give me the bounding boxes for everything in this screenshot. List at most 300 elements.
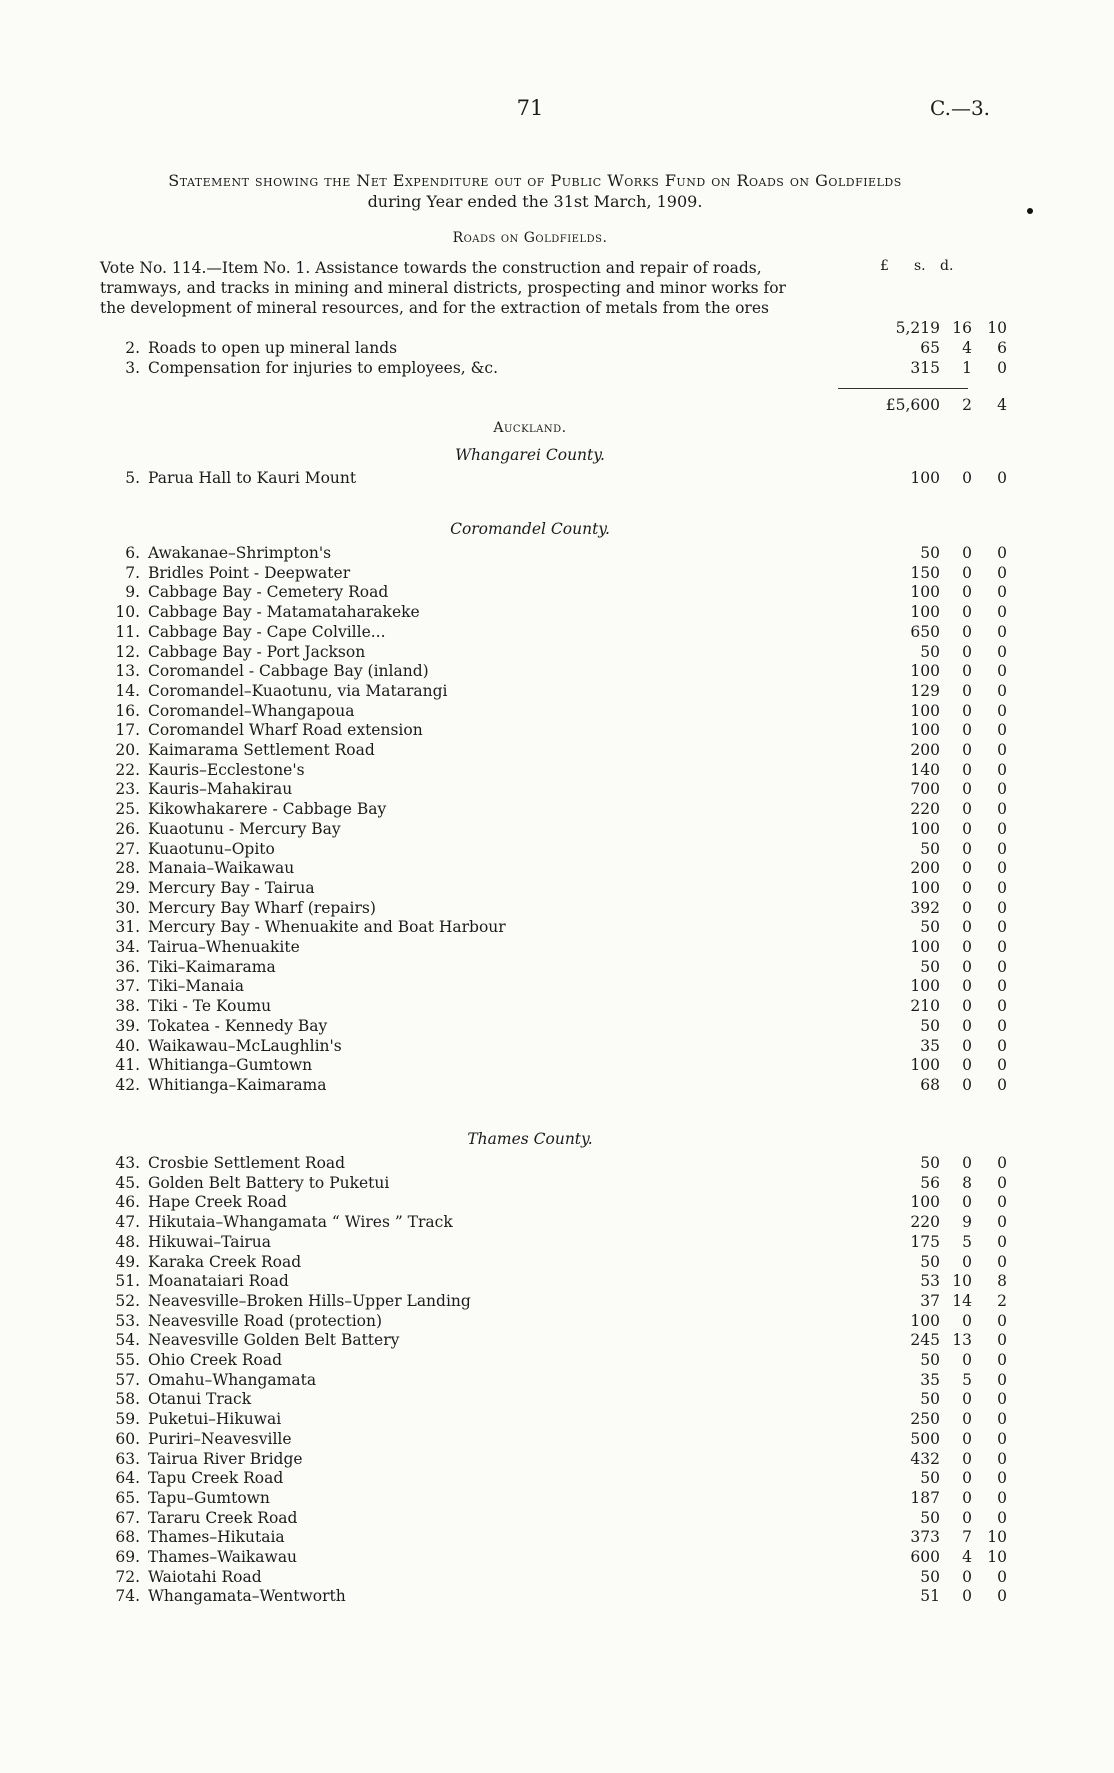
item-number: 64.: [115, 1469, 140, 1488]
amount-pounds: 100: [910, 603, 940, 622]
amount-shillings: 0: [962, 1016, 972, 1035]
item-number: 60.: [115, 1429, 140, 1448]
item-number: 16.: [115, 701, 140, 720]
amount-pence: 0: [997, 1567, 1007, 1586]
table-row: [100, 799, 1007, 819]
amount-shillings: 0: [962, 1567, 972, 1586]
amount-shillings: 0: [962, 997, 972, 1016]
item-name: Parua Hall to Kauri Mount: [148, 469, 357, 487]
pounds-header: £: [880, 258, 889, 274]
amount-pounds: 100: [910, 878, 940, 897]
item-number: 39.: [115, 1016, 140, 1035]
amount-pence: 8: [997, 1272, 1007, 1291]
amount-shillings: 0: [962, 1351, 972, 1369]
amount-pence: 0: [997, 603, 1007, 622]
amount-shillings: 0: [962, 622, 972, 641]
item-name: Bridles Point - Deepwater: [148, 563, 351, 582]
amount-pence: 0: [997, 1036, 1007, 1055]
item-number: 51.: [115, 1272, 140, 1291]
table-row: [100, 642, 1007, 662]
amount-shillings: 0: [962, 1429, 972, 1448]
amount-pence: 0: [997, 681, 1007, 700]
item-number: 69.: [115, 1548, 140, 1566]
title-line-2: during Year ended the 31st March, 1909.: [367, 192, 703, 211]
item-name: Tapu Creek Road: [148, 1469, 284, 1488]
amount-pounds: 5,219: [895, 319, 940, 337]
item-name: Cabbage Bay - Cemetery Road: [148, 583, 389, 602]
table-row: [100, 1173, 1007, 1193]
amount-shillings: 0: [962, 583, 972, 602]
amount-pounds: 50: [920, 918, 940, 937]
amount-pounds: 250: [910, 1410, 940, 1429]
amount-shillings: 0: [962, 563, 972, 582]
table-row: [100, 701, 1007, 721]
page-number: 71: [516, 96, 544, 120]
amount-pence: 0: [997, 760, 1007, 779]
table-row: [100, 1429, 1007, 1449]
item-name: Roads to open up mineral lands: [148, 339, 398, 357]
vote-item-1: [100, 258, 960, 318]
item-number: 36.: [115, 957, 140, 976]
item-name: Coromandel - Cabbage Bay (inland): [148, 662, 429, 681]
table-row: [100, 996, 1007, 1016]
table-row: [100, 1370, 1007, 1390]
amount-pounds: 50: [920, 957, 940, 976]
table-row: [100, 543, 1007, 563]
amount-shillings: 0: [962, 1075, 972, 1094]
table-row: [100, 582, 1007, 602]
item-number: 20.: [115, 741, 140, 759]
item-number: 17.: [115, 721, 140, 740]
amount-pounds: 100: [910, 1193, 940, 1212]
amount-shillings: 0: [962, 1311, 972, 1330]
amount-pence: 0: [997, 800, 1007, 819]
item-name: Tararu Creek Road: [148, 1508, 298, 1527]
item-name: Otanui Track: [148, 1390, 252, 1409]
item-name: Kauris–Ecclestone's: [148, 760, 305, 779]
amount-shillings: 0: [962, 1410, 972, 1429]
amount-pence: 0: [997, 918, 1007, 937]
amount-shillings: 4: [962, 1548, 972, 1566]
amount-shillings: 0: [962, 1488, 972, 1507]
item-name: Thames–Waikawau: [148, 1548, 298, 1566]
amount-pounds: 140: [910, 760, 940, 779]
item-number: 37.: [115, 977, 140, 996]
item-name: Cabbage Bay - Cape Colville...: [148, 622, 386, 641]
amount-pence: 6: [997, 339, 1007, 357]
item-name: Tiki–Manaia: [148, 977, 244, 996]
document-code: C.—3.: [930, 96, 991, 120]
amount-pounds: 51: [920, 1587, 940, 1606]
amount-pounds: 37: [920, 1291, 940, 1310]
amount-pence: 0: [997, 1016, 1007, 1035]
amount-pounds: 50: [920, 1016, 940, 1035]
item-name: Golden Belt Battery to Puketui: [148, 1173, 390, 1192]
amount-pence: 0: [997, 1370, 1007, 1389]
amount-pounds: 68: [920, 1075, 940, 1094]
item-name: Hikutaia–Whangamata “ Wires ” Track: [148, 1213, 453, 1232]
item-number: 9.: [125, 583, 140, 602]
shillings-header: s.: [914, 258, 926, 274]
item-name: Hape Creek Road: [148, 1193, 287, 1212]
item-number: 41.: [115, 1056, 140, 1075]
item-number: 48.: [115, 1232, 140, 1251]
amount-pounds: 175: [910, 1232, 940, 1251]
amount-pounds: 100: [910, 721, 940, 740]
amount-shillings: 0: [962, 938, 972, 956]
item-number: 13.: [115, 662, 140, 681]
amount-pence: 0: [997, 1232, 1007, 1251]
item-name: Puriri–Neavesville: [148, 1429, 292, 1448]
title-line-1: Statement showing the Net Expenditure out of Public Works Fund on Roads on Goldfields: [168, 171, 902, 190]
amount-pence: 0: [997, 622, 1007, 641]
pence-header: d.: [940, 258, 954, 274]
item-number: 12.: [115, 642, 140, 661]
table-row: [100, 898, 1007, 918]
item-name: Hikuwai–Tairua: [148, 1232, 272, 1251]
item-number: 7.: [125, 563, 140, 582]
item-number: 14.: [115, 681, 140, 700]
amount-pounds: 187: [910, 1488, 940, 1507]
amount-shillings: 0: [962, 1154, 972, 1172]
item-name: Whangamata–Wentworth: [148, 1587, 346, 1606]
amount-pence: 0: [997, 1213, 1007, 1232]
table-row: [100, 1153, 1007, 1173]
item-number: 53.: [115, 1311, 140, 1330]
amount-shillings: 0: [962, 1036, 972, 1055]
item-name: Puketui–Hikuwai: [148, 1410, 282, 1429]
amount-pounds: 129: [910, 681, 940, 700]
table-row: [100, 681, 1007, 701]
table-row: [100, 1409, 1007, 1429]
item-number: 63.: [115, 1449, 140, 1468]
amount-pounds: 50: [920, 642, 940, 661]
item-number: 26.: [115, 819, 140, 838]
item-number: 72.: [115, 1567, 140, 1586]
amount-pounds: 600: [910, 1548, 940, 1566]
amount-pence: 10: [987, 1548, 1007, 1566]
vote-total: [100, 396, 1007, 416]
amount-pence: 0: [997, 859, 1007, 878]
table-row: [100, 622, 1007, 642]
item-number: 52.: [115, 1291, 140, 1310]
item-number: 34.: [115, 938, 140, 956]
amount-pence: 0: [997, 1252, 1007, 1271]
table-row: [100, 602, 1007, 622]
item-number: 47.: [115, 1213, 140, 1232]
amount-pounds: 373: [910, 1528, 940, 1547]
item-number: 28.: [115, 859, 140, 878]
item-name: Cabbage Bay - Port Jackson: [148, 642, 366, 661]
amount-pence: 0: [997, 819, 1007, 838]
amount-shillings: 0: [962, 898, 972, 917]
amount-shillings: 0: [962, 721, 972, 740]
table-row: [100, 468, 1007, 488]
amount-pounds: 150: [910, 563, 940, 582]
amount-pence: 0: [997, 1193, 1007, 1212]
amount-pence: 0: [997, 1390, 1007, 1409]
amount-shillings: 4: [962, 339, 972, 357]
item-number: 59.: [115, 1410, 140, 1429]
table-row: [100, 1586, 1007, 1606]
item-name: Neavesville Road (protection): [148, 1311, 383, 1330]
amount-shillings: 9: [962, 1213, 972, 1232]
item-name: Mercury Bay - Whenuakite and Boat Harbour: [148, 918, 506, 937]
item-number: 43.: [115, 1154, 140, 1172]
item-number: 11.: [115, 622, 140, 641]
region-heading: Auckland.: [493, 420, 567, 436]
amount-shillings: 0: [962, 977, 972, 996]
amount-shillings: 0: [962, 701, 972, 720]
amount-shillings: 0: [962, 544, 972, 562]
amount-pence: 0: [997, 701, 1007, 720]
amount-pounds: 35: [920, 1370, 940, 1389]
amount-pounds: 50: [920, 1508, 940, 1527]
vote-item-1-text: Assistance towards the construction and repair of roads, tramways, and tracks in mining and mineral districts, prospecting and minor works for the development of mineral resources, and for the extraction of metals from the ores: [100, 259, 786, 317]
amount-shillings: 10: [952, 1272, 972, 1291]
amount-shillings: 0: [962, 878, 972, 897]
item-name: Kuaotunu - Mercury Bay: [148, 819, 341, 838]
item-name: Kaimarama Settlement Road: [148, 741, 375, 759]
table-row: [100, 976, 1007, 996]
table-row: [100, 1212, 1007, 1232]
amount-pounds: 200: [910, 859, 940, 878]
amount-shillings: 7: [962, 1528, 972, 1547]
table-row: [100, 937, 1007, 957]
item-name: Neavesville–Broken Hills–Upper Landing: [148, 1291, 471, 1310]
amount-shillings: 0: [962, 662, 972, 681]
table-row: [100, 563, 1007, 583]
item-number: 5.: [125, 469, 140, 487]
amount-pounds: 100: [910, 938, 940, 956]
amount-shillings: 0: [962, 642, 972, 661]
item-name: Whitianga–Gumtown: [148, 1056, 313, 1075]
amount-pence: 0: [997, 1075, 1007, 1094]
amount-shillings: 0: [962, 1508, 972, 1527]
item-name: Tokatea - Kennedy Bay: [148, 1016, 328, 1035]
amount-pounds: 50: [920, 1252, 940, 1271]
amount-pence: 0: [997, 741, 1007, 759]
table-row: [100, 1291, 1007, 1311]
item-name: Compensation for injuries to employees, &c.: [148, 359, 499, 377]
table-row: [100, 1567, 1007, 1587]
item-name: Kuaotunu–Opito: [148, 839, 275, 858]
amount-pence: 0: [997, 1410, 1007, 1429]
item-name: Ohio Creek Road: [148, 1351, 283, 1369]
amount-pounds: 100: [910, 701, 940, 720]
amount-shillings: 0: [962, 800, 972, 819]
table-row: [100, 1311, 1007, 1331]
table-row: [100, 1055, 1007, 1075]
item-name: Mercury Bay - Tairua: [148, 878, 315, 897]
item-name: Manaia–Waikawau: [148, 859, 295, 878]
item-number: 68.: [115, 1528, 140, 1547]
amount-pounds: 100: [910, 469, 940, 487]
vote-item-3: [100, 358, 1007, 378]
table-row: [100, 957, 1007, 977]
amount-pounds: 53: [920, 1272, 940, 1291]
amount-pence: 2: [997, 1291, 1007, 1310]
amount-pounds: 500: [910, 1429, 940, 1448]
section-heading: Roads on Goldfields.: [452, 230, 608, 246]
amount-pence: 0: [997, 997, 1007, 1016]
item-name: Awakanae–Shrimpton's: [148, 544, 332, 562]
item-number: 65.: [115, 1488, 140, 1507]
amount-pounds: 315: [910, 359, 940, 377]
amount-shillings: 14: [952, 1291, 972, 1310]
amount-shillings: 0: [962, 1056, 972, 1075]
amount-pence: 0: [997, 469, 1007, 487]
amount-pence: 0: [997, 1331, 1007, 1350]
table-row: [100, 1508, 1007, 1528]
table-row: [100, 661, 1007, 681]
total-pounds: £5,600: [885, 396, 940, 414]
total-rule: [838, 388, 968, 389]
amount-shillings: 0: [962, 859, 972, 878]
amount-pence: 0: [997, 1154, 1007, 1172]
amount-pounds: 35: [920, 1036, 940, 1055]
amount-shillings: 1: [962, 359, 972, 377]
amount-shillings: 0: [962, 1587, 972, 1606]
table-row: [100, 760, 1007, 780]
table-row: [100, 1488, 1007, 1508]
amount-pence: 0: [997, 563, 1007, 582]
item-number: 22.: [115, 760, 140, 779]
amount-pounds: 50: [920, 1390, 940, 1409]
table-row: [100, 740, 1007, 760]
amount-pence: 0: [997, 1449, 1007, 1468]
amount-pounds: 650: [910, 622, 940, 641]
item-name: Crosbie Settlement Road: [148, 1154, 346, 1172]
item-number: 67.: [115, 1508, 140, 1527]
item-name: Neavesville Golden Belt Battery: [148, 1331, 400, 1350]
amount-pounds: 65: [920, 339, 940, 357]
item-number: 6.: [125, 544, 140, 562]
table-row: [100, 1192, 1007, 1212]
vote-item-2: [100, 338, 1007, 358]
amount-shillings: 0: [962, 681, 972, 700]
table-row: [100, 1350, 1007, 1370]
amount-pounds: 392: [910, 898, 940, 917]
item-name: Moanataiari Road: [148, 1272, 289, 1291]
amount-pounds: 100: [910, 662, 940, 681]
item-number: 23.: [115, 780, 140, 799]
item-name: Omahu–Whangamata: [148, 1370, 317, 1389]
amount-shillings: 0: [962, 603, 972, 622]
item-number: 58.: [115, 1390, 140, 1409]
table-row: [100, 839, 1007, 859]
amount-pence: 0: [997, 1429, 1007, 1448]
item-number: 54.: [115, 1331, 140, 1350]
amount-pounds: 100: [910, 819, 940, 838]
amount-shillings: 0: [962, 1193, 972, 1212]
item-name: Waikawau–McLaughlin's: [148, 1036, 342, 1055]
table-row: [100, 1527, 1007, 1547]
amount-shillings: 0: [962, 839, 972, 858]
amount-pounds: 50: [920, 1469, 940, 1488]
table-row: [100, 1468, 1007, 1488]
amount-pence: 10: [987, 319, 1007, 337]
amount-pence: 0: [997, 359, 1007, 377]
table-row: [100, 878, 1007, 898]
item-name: Thames–Hikutaia: [148, 1528, 285, 1547]
item-name: Coromandel Wharf Road extension: [148, 721, 423, 740]
item-number: 3.: [125, 359, 140, 377]
item-number: 27.: [115, 839, 140, 858]
amount-pounds: 50: [920, 1154, 940, 1172]
amount-pence: 0: [997, 977, 1007, 996]
amount-shillings: 0: [962, 1469, 972, 1488]
item-number: 42.: [115, 1075, 140, 1094]
amount-pounds: 210: [910, 997, 940, 1016]
table-row: [100, 858, 1007, 878]
item-name: Tiki–Kaimarama: [148, 957, 276, 976]
amount-shillings: 0: [962, 760, 972, 779]
item-name: Kauris–Mahakirau: [148, 780, 293, 799]
amount-pence: 0: [997, 1587, 1007, 1606]
amount-pounds: 50: [920, 839, 940, 858]
amount-pounds: 700: [910, 780, 940, 799]
item-number: 29.: [115, 878, 140, 897]
amount-shillings: 0: [962, 918, 972, 937]
amount-pence: 0: [997, 780, 1007, 799]
amount-pence: 0: [997, 898, 1007, 917]
vote-item-1-amount: [100, 318, 1007, 338]
amount-shillings: 16: [952, 319, 972, 337]
amount-shillings: 5: [962, 1370, 972, 1389]
item-name: Karaka Creek Road: [148, 1252, 302, 1271]
amount-pence: 0: [997, 1488, 1007, 1507]
amount-shillings: 0: [962, 741, 972, 759]
amount-pence: 0: [997, 1351, 1007, 1369]
table-row: [100, 1547, 1007, 1567]
item-name: Tairua–Whenuakite: [148, 938, 300, 956]
amount-pence: 0: [997, 957, 1007, 976]
item-number: 2.: [125, 339, 140, 357]
table-row: [100, 1330, 1007, 1350]
item-name: Tiki - Te Koumu: [148, 997, 272, 1016]
amount-pence: 0: [997, 1469, 1007, 1488]
table-row: [100, 819, 1007, 839]
amount-pence: 0: [997, 662, 1007, 681]
amount-shillings: 0: [962, 1252, 972, 1271]
item-number: 30.: [115, 898, 140, 917]
amount-shillings: 5: [962, 1232, 972, 1251]
amount-pence: 0: [997, 544, 1007, 562]
amount-pence: 0: [997, 839, 1007, 858]
amount-pence: 0: [997, 1173, 1007, 1192]
table-row: [100, 1252, 1007, 1272]
amount-pence: 0: [997, 1508, 1007, 1527]
amount-pounds: 56: [920, 1173, 940, 1192]
item-number: 31.: [115, 918, 140, 937]
thames-heading: Thames County.: [467, 1130, 593, 1148]
amount-pounds: 100: [910, 1056, 940, 1075]
statement-title: [95, 170, 975, 212]
whangarei-heading: Whangarei County.: [455, 446, 605, 464]
table-row: [100, 1075, 1007, 1095]
amount-pence: 0: [997, 642, 1007, 661]
table-row: [100, 1389, 1007, 1409]
amount-pence: 0: [997, 721, 1007, 740]
amount-pounds: 100: [910, 1311, 940, 1330]
amount-pence: 0: [997, 878, 1007, 897]
amount-shillings: 0: [962, 957, 972, 976]
item-number: 46.: [115, 1193, 140, 1212]
item-number: 25.: [115, 800, 140, 819]
item-number: 45.: [115, 1173, 140, 1192]
amount-pounds: 245: [910, 1331, 940, 1350]
